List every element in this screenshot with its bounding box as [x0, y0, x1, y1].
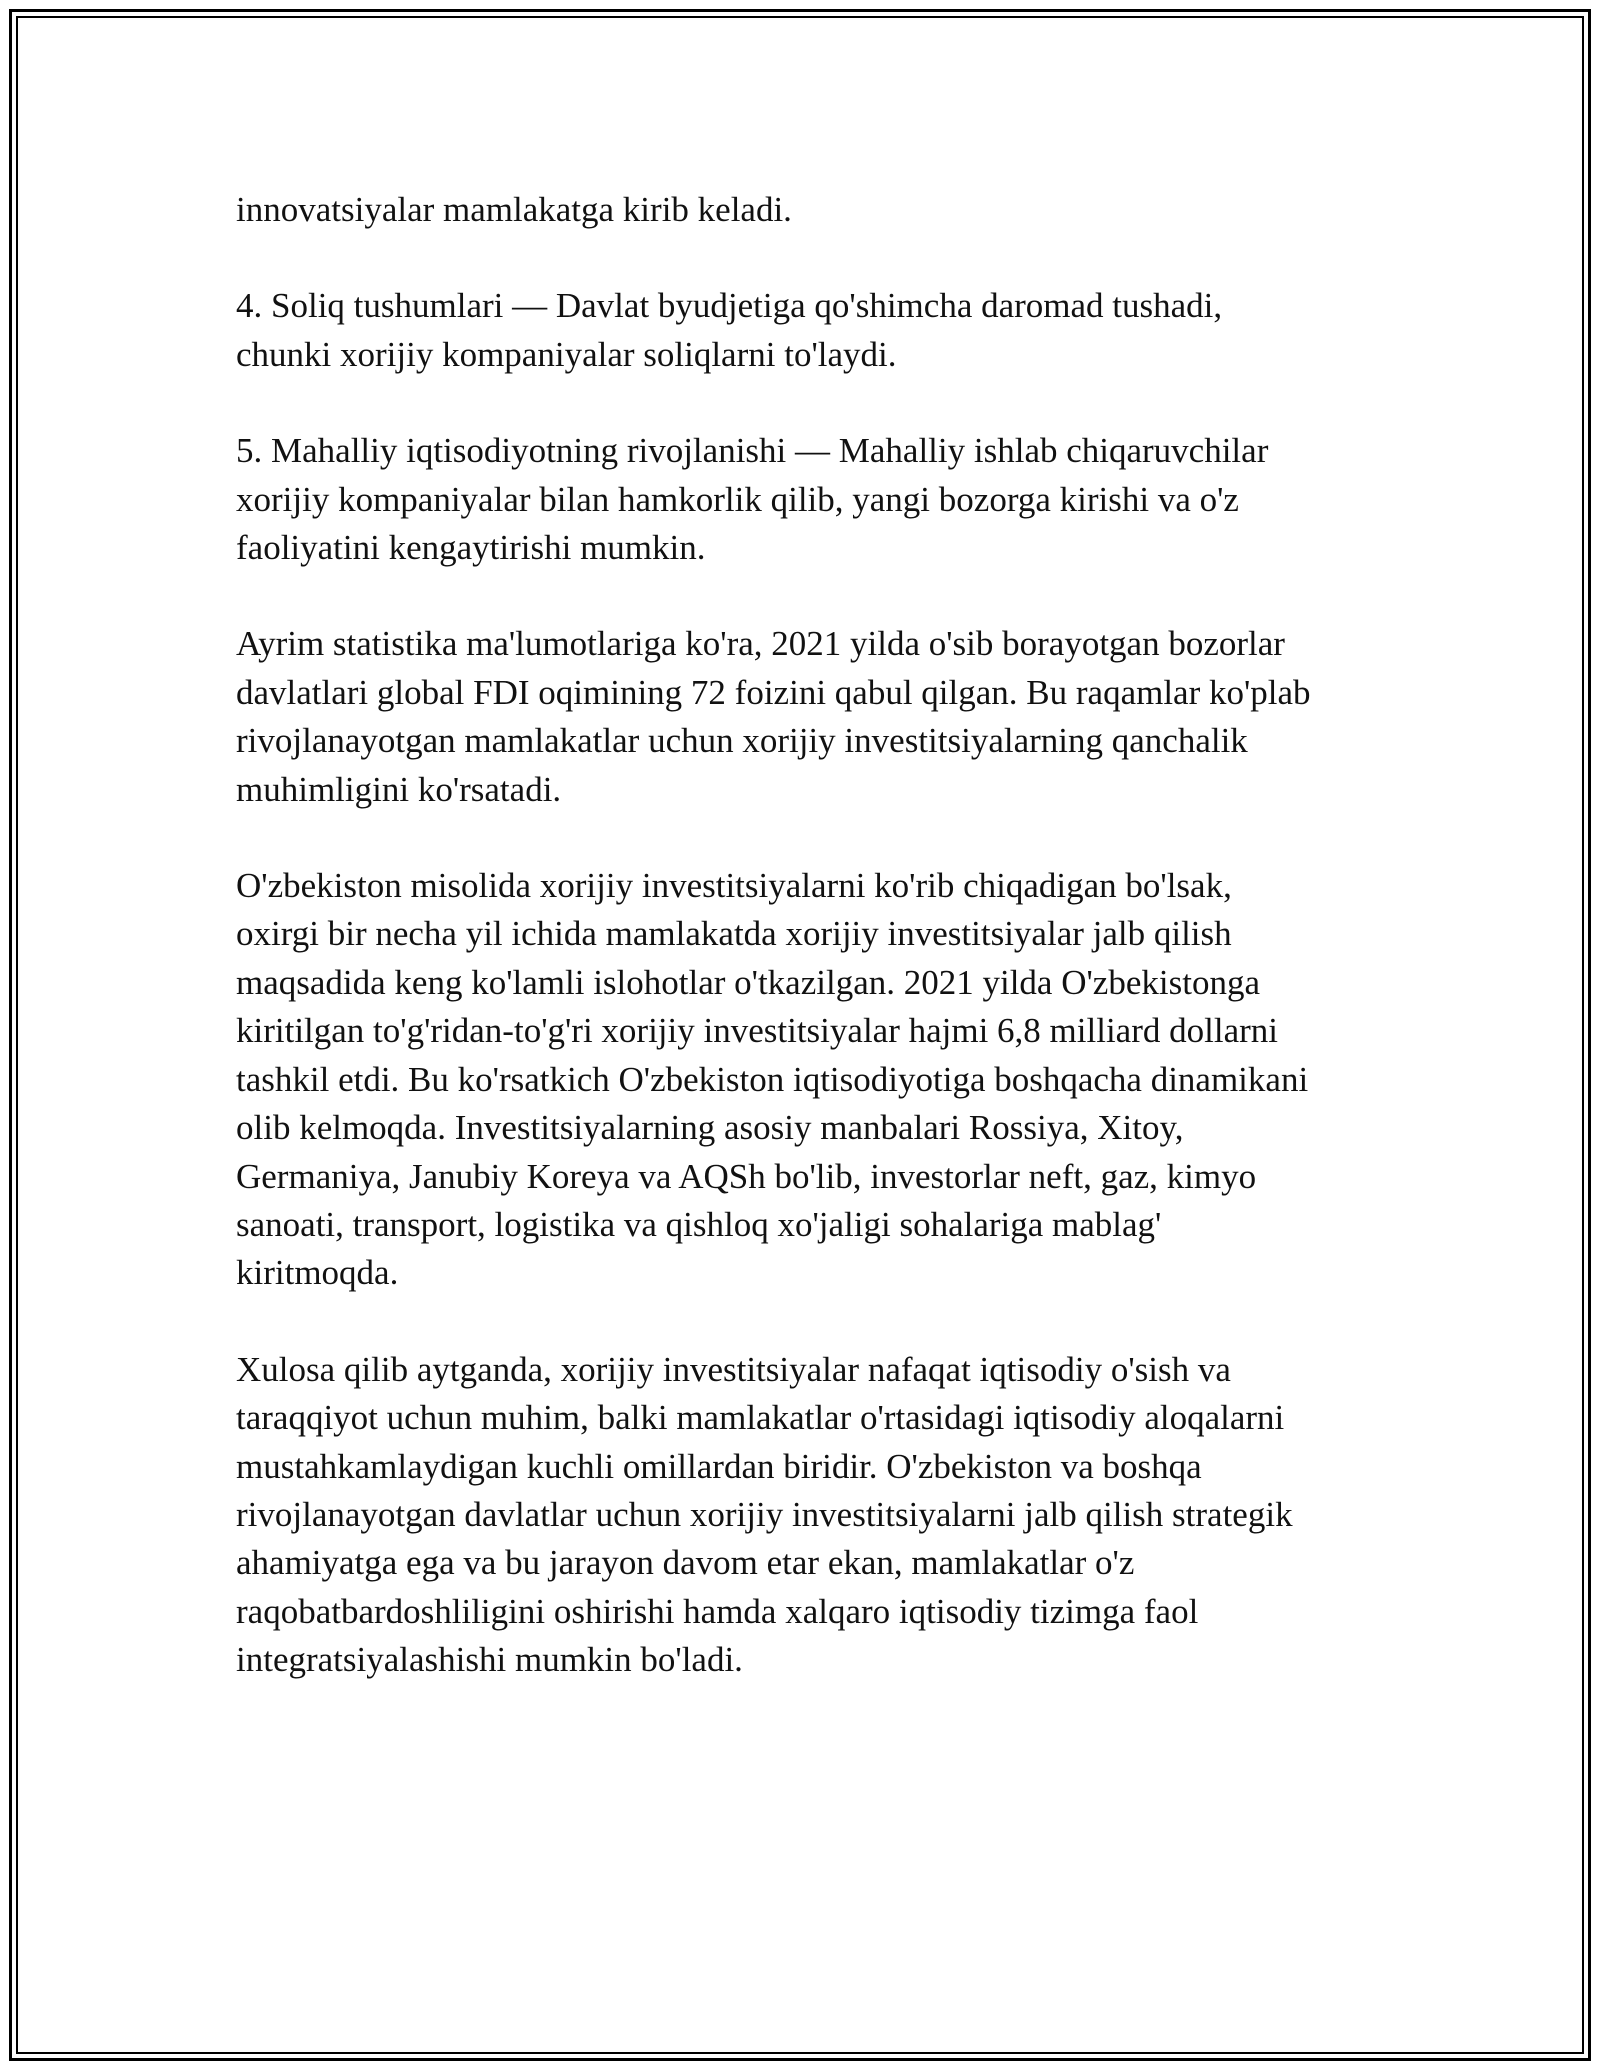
paragraph-conclusion: Xulosa qilib aytganda, xorijiy investitsiyalar nafaqat iqtisodiy o'sish va taraqqiyot uchun muhim, balki mamlakatlar o'rtasidagi iqtisodiy aloqalarni mustahkamlaydigan kuchli omillardan biridir. O'zbekiston va boshqa rivojlanayotgan davlatlar uchun xorijiy investitsiyalarni jalb qilish strategik ahamiyatga ega va bu jarayon davom etar ekan, mamlakatlar o'z raqobatbardoshliligini oshirishi hamda xalqaro iqtisodiy tizimga faol integratsiyalashishi mumkin bo'ladi.: [236, 1349, 1293, 1680]
document-body: [236, 186, 1386, 1733]
paragraph-continuation: innovatsiyalar mamlakatga kirib keladi.: [236, 190, 792, 229]
paragraph-uzbekistan: O'zbekiston misolida xorijiy investitsiyalarni ko'rib chiqadigan bo'lsak, oxirgi bir necha yil ichida mamlakatda xorijiy investitsiyalar jalb qilish maqsadida keng ko'lamli islohotlar o'tkazilgan. 2021 yilda O'zbekistonga kiritilgan to'g'ridan-to'g'ri xorijiy investitsiyalar hajmi 6,8 milliard dollarni tashkil etdi. Bu ko'rsatkich O'zbekiston iqtisodiyotiga boshqacha dinamikani olib kelmoqda. Investitsiyalarning asosiy manbalari Rossiya, Xitoy, Germaniya, Janubiy Koreya va AQSh bo'lib, investorlar neft, gaz, kimyo sanoati, transport, logistika va qishloq xo'jaligi sohalariga mablag' kiritmoqda.: [236, 866, 1309, 1293]
paragraph-statistics: Ayrim statistika ma'lumotlariga ko'ra, 2021 yilda o'sib borayotgan bozorlar davlatlari global FDI oqimining 72 foizini qabul qilgan. Bu raqamlar ko'plab rivojlanayotgan mamlakatlar uchun xorijiy investitsiyalarning qanchalik muhimligini ko'rsatadi.: [236, 624, 1311, 809]
paragraph-local-economy: 5. Mahalliy iqtisodiyotning rivojlanishi — Mahalliy ishlab chiqaruvchilar xorijiy kompaniyalar bilan hamkorlik qilib, yangi bozorga kirishi va o'z faoliyatini kengaytirishi mumkin.: [236, 431, 1269, 568]
paragraph-tax-revenue: 4. Soliq tushumlari — Davlat byudjetiga qo'shimcha daromad tushadi, chunki xorijiy kompaniyalar soliqlarni to'laydi.: [236, 286, 1223, 374]
